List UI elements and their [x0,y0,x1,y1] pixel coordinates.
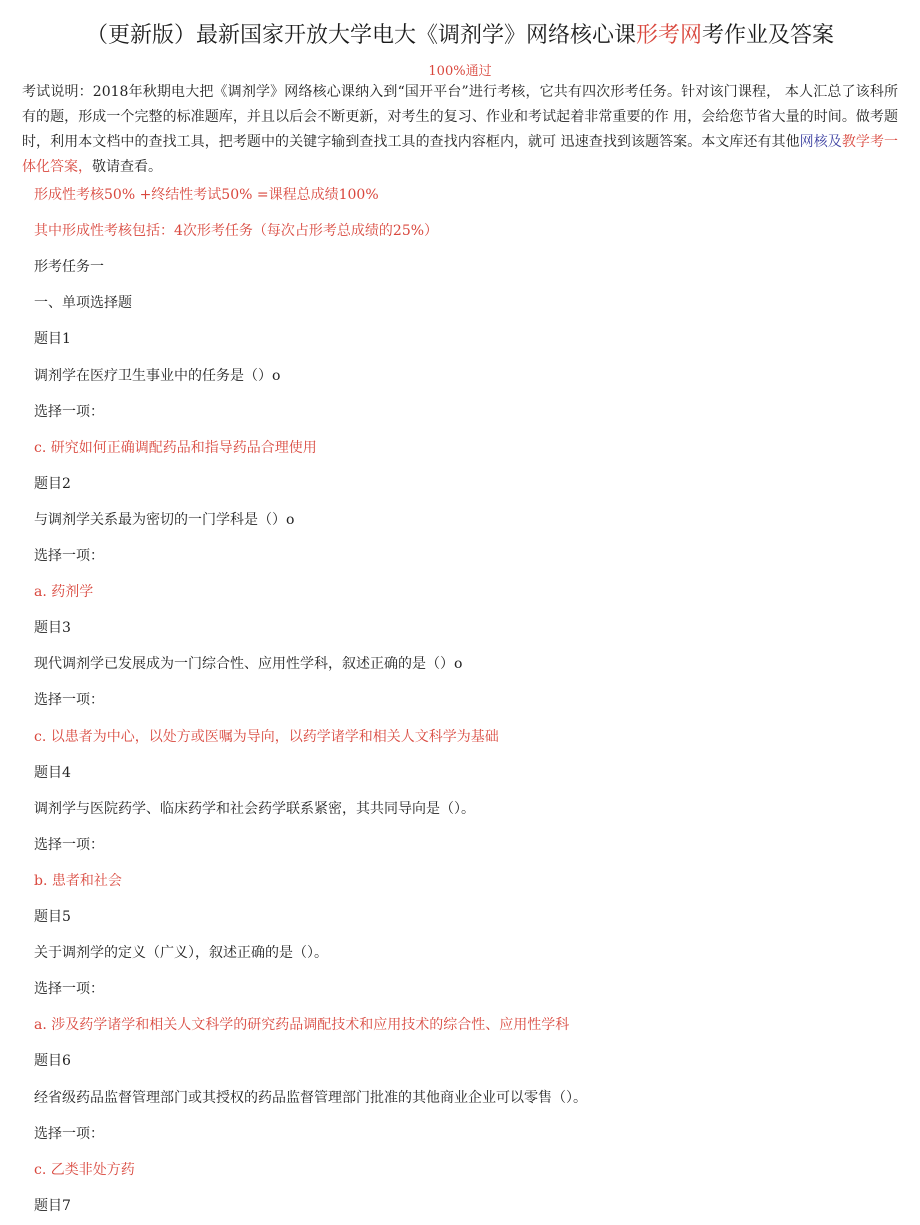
intro-link-jiaoxuekao[interactable]: 教学考一体化答案， [22,134,898,175]
question-line: 经省级药品监督管理部门或其授权的药品监督管理部门批准的其他商业企业可以零售（）。 [34,1090,587,1106]
question-line: 与调剂学关系最为密切的一门学科是（）o [34,512,295,528]
question-line: 选择一项： [34,981,104,997]
question-line: 题目6 [34,1053,71,1069]
answer-line: c. 乙类非处方药 [34,1162,135,1178]
answer-line: 形成性考核50% +终结性考试50% =课程总成绩100% [34,187,379,203]
intro-text-2: 敬请查看。 [92,159,162,175]
title-part-2-highlight: 形考网 [635,23,702,48]
question-line: 选择一项： [34,404,104,420]
exam-intro-paragraph [22,80,898,180]
question-line: 选择一项： [34,837,104,853]
question-line: 题目3 [34,620,71,636]
question-line: 选择一项： [34,692,104,708]
document-subtitle: 100%通过 [428,64,492,79]
question-line: 调剂学与医院药学、临床药学和社会药学联系紧密，其共同导向是（）。 [34,801,475,817]
answer-line: a. 涉及药学诸学和相关人文科学的研究药品调配技术和应用技术的综合性、应用性学科 [34,1017,570,1033]
question-line: 形考任务一 [34,259,104,275]
answer-line: 其中形成性考核包括：4次形考任务（每次占形考总成绩的25%） [34,223,439,239]
answer-line: c. 研究如何正确调配药品和指导药品合理使用 [34,440,317,456]
title-part-1: （更新版）最新国家开放大学电大《调剂学》网络核心课 [85,23,636,48]
document-title [0,18,920,49]
question-line: 题目1 [34,331,71,347]
question-line: 题目7 [34,1198,71,1214]
answer-line: b. 患者和社会 [34,873,122,889]
question-line: 选择一项： [34,1126,104,1142]
question-line: 一、单项选择题 [34,295,132,311]
question-line: 题目4 [34,765,71,781]
answer-line: a. 药剂学 [34,584,94,600]
question-line: 调剂学在医疗卫生事业中的任务是（）o [34,368,281,384]
question-line: 选择一项： [34,548,104,564]
question-line: 题目5 [34,909,71,925]
question-line: 现代调剂学已发展成为一门综合性、应用性学科，叙述正确的是（）o [34,656,463,672]
question-line: 题目2 [34,476,71,492]
answer-line: c. 以患者为中心，以处方或医嘱为导向，以药学诸学和相关人文科学为基础 [34,729,499,745]
intro-text-1: 考试说明：2018年秋期电大把《调剂学》网络核心课纳入到“国开平台”进行考核，它共有四次形考任务。针对该门课程， 本人汇总了该科所有的题，形成一个完整的标准题库，并且以后会不断更新，对考生的复习、作业和考试起着非常重要的作 用，会给您节省大量的时间。做考题时，利用本文档中的查找工具，把考题中的关键字输到查找工具的查找内容框内，就可 迅速查找到该题答案。本文库还有其他 [22,84,898,150]
intro-link-wanghe[interactable]: 网核及 [799,134,842,150]
question-line: 关于调剂学的定义（广义），叙述正确的是（）。 [34,945,328,961]
title-part-3: 考作业及答案 [702,23,835,48]
